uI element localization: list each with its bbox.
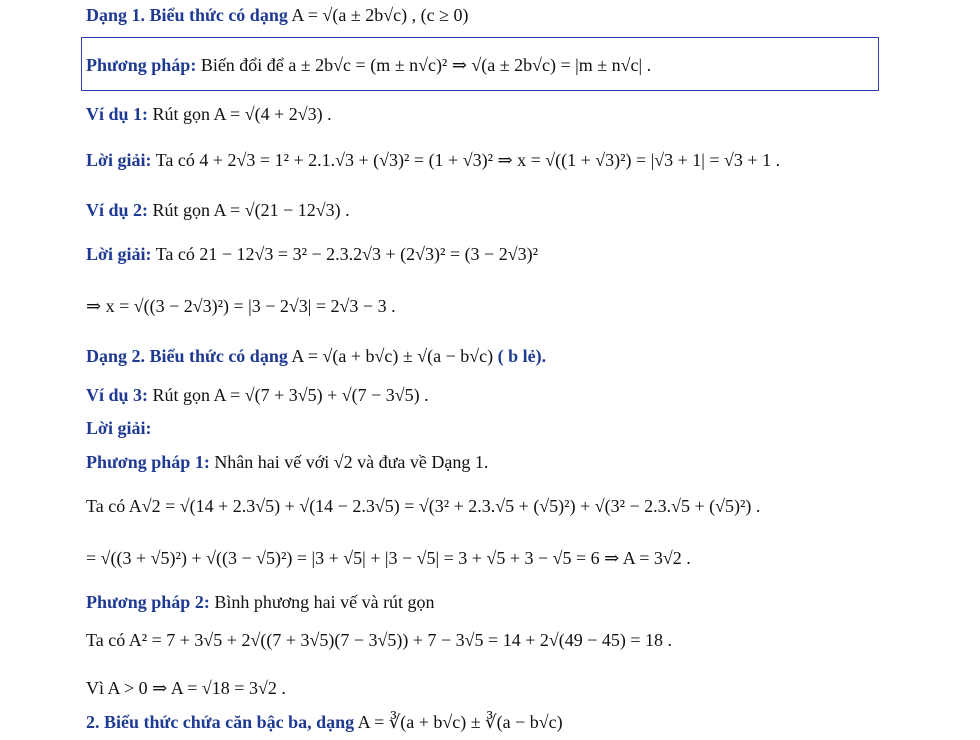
section-2-formula: A = ∛(a + b√c) ± ∛(a − b√c)	[357, 712, 563, 732]
method-2-step-1-formula: A² = 7 + 3√5 + 2√((7 + 3√5)(7 − 3√5)) + 7 − 3√5 = 14 + 2√(49 − 45) = 18 .	[128, 630, 673, 650]
dang-2-suffix: ( b lẻ).	[497, 346, 547, 366]
method-1-step-2	[86, 546, 691, 570]
solution-3-heading	[86, 416, 151, 440]
heading-formula: A = √(a ± 2b√c) , (c ≥ 0)	[291, 5, 469, 25]
method-line	[86, 53, 651, 77]
method-label: Phương pháp:	[86, 55, 197, 75]
method-box	[81, 37, 879, 91]
method-2-text: Bình phương hai vế và rút gọn	[214, 592, 435, 612]
solution-2	[86, 242, 538, 266]
method-2-step-2-formula: A > 0 ⇒ A = √18 = 3√2 .	[107, 678, 286, 698]
dang-1-heading	[86, 3, 468, 27]
method-1-text: Nhân hai vế với √2 và đưa về Dạng 1.	[214, 452, 489, 472]
method-1-label: Phương pháp 1:	[86, 452, 210, 472]
method-2-step-1	[86, 628, 672, 652]
method-2-step-2-text: Vì	[86, 678, 104, 698]
example-2	[86, 198, 350, 222]
method-2	[86, 590, 435, 614]
solution-2-formula: 21 − 12√3 = 3² − 2.3.2√3 + (2√3)² = (3 − 2√3)²	[199, 244, 538, 264]
method-formula: a ± 2b√c = (m ± n√c)² ⇒ √(a ± 2b√c) = |m ± n√c| .	[288, 55, 652, 75]
example-1-formula: A = √(4 + 2√3) .	[213, 104, 332, 124]
example-2-text: Rút gọn	[152, 200, 211, 220]
method-1-step-1	[86, 494, 760, 518]
method-1	[86, 450, 488, 474]
example-3-formula: A = √(7 + 3√5) + √(7 − 3√5) .	[213, 385, 429, 405]
example-3-text: Rút gọn	[152, 385, 211, 405]
example-3-label: Ví dụ 3:	[86, 385, 149, 405]
example-1	[86, 102, 332, 126]
example-1-text: Rút gọn	[152, 104, 211, 124]
solution-1	[86, 148, 780, 172]
solution-2-text: Ta có	[155, 244, 195, 264]
heading-label: Dạng 1. Biểu thức có dạng	[86, 5, 288, 25]
method-text: Biến đổi để	[200, 55, 284, 75]
solution-1-text: Ta có	[155, 150, 195, 170]
solution-1-formula: 4 + 2√3 = 1² + 2.1.√3 + (√3)² = (1 + √3)² ⇒ x = √((1 + √3)²) = |√3 + 1| = √3 + 1 .	[199, 150, 781, 170]
method-2-step-1-text: Ta có	[86, 630, 126, 650]
example-3	[86, 383, 429, 407]
dang-2-formula: A = √(a + b√c) ± √(a − b√c)	[291, 346, 494, 366]
method-2-step-2	[86, 676, 286, 700]
method-2-label: Phương pháp 2:	[86, 592, 210, 612]
example-2-formula: A = √(21 − 12√3) .	[213, 200, 350, 220]
dang-2-label: Dạng 2. Biểu thức có dạng	[86, 346, 288, 366]
solution-2-label: Lời giải:	[86, 244, 152, 264]
solution-3-label: Lời giải:	[86, 418, 152, 438]
solution-2-continued	[86, 294, 396, 318]
dang-2-heading	[86, 344, 546, 368]
method-1-step-2-formula: = √((3 + √5)²) + √((3 − √5)²) = |3 + √5| + |3 − √5| = 3 + √5 + 3 − √5 = 6 ⇒ A = 3√2 .	[86, 548, 691, 568]
method-1-step-1-text: Ta có	[86, 496, 126, 516]
solution-2-formula-2: ⇒ x = √((3 − 2√3)²) = |3 − 2√3| = 2√3 − 3 .	[86, 296, 396, 316]
section-2-label: 2. Biểu thức chứa căn bậc ba, dạng	[86, 712, 355, 732]
example-2-label: Ví dụ 2:	[86, 200, 149, 220]
solution-1-label: Lời giải:	[86, 150, 152, 170]
section-2-heading	[86, 710, 563, 734]
example-1-label: Ví dụ 1:	[86, 104, 149, 124]
method-1-step-1-formula: A√2 = √(14 + 2.3√5) + √(14 − 2.3√5) = √(3² + 2.3.√5 + (√5)²) + √(3² − 2.3.√5 + (√5)²) .	[128, 496, 761, 516]
